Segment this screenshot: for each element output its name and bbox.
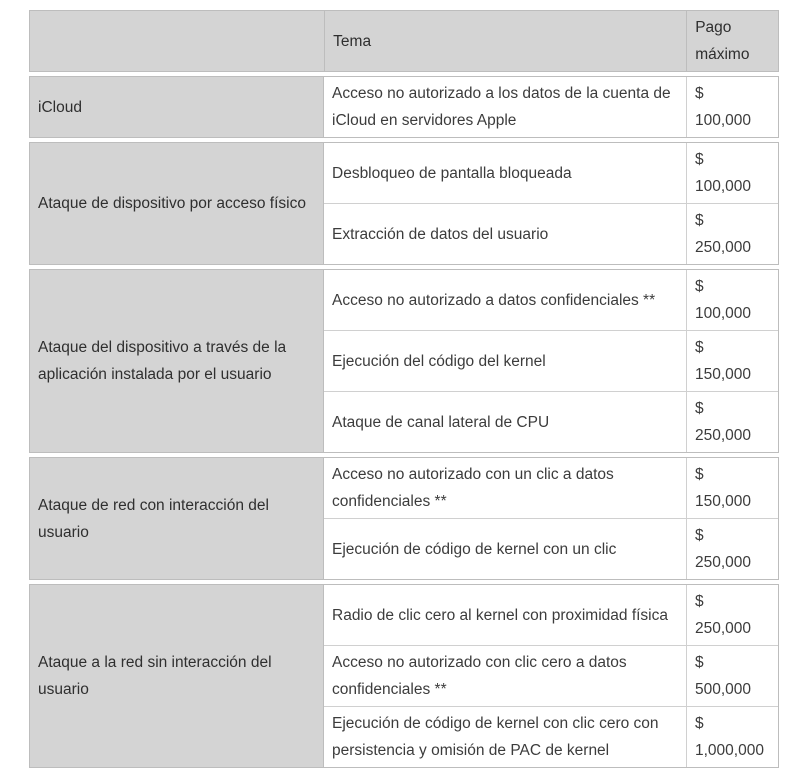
bounty-table (29, 10, 779, 768)
currency-symbol: $ (695, 527, 704, 544)
topic-text: Acceso no autorizado a los datos de la cuenta de iCloud en servidores Apple (332, 85, 671, 129)
payout-amount: 100,000 (695, 178, 752, 195)
category-cell: Ataque de dispositivo por acceso físico (30, 143, 324, 264)
topic-text: Ejecución de código de kernel con un clic (332, 540, 617, 558)
header-pay (687, 11, 778, 71)
topic-cell (324, 77, 687, 137)
currency-symbol: $ (695, 654, 704, 671)
payout-cell (687, 331, 778, 391)
topic-text: Desbloqueo de pantalla bloqueada (332, 164, 572, 182)
subrows (324, 77, 778, 137)
topic-text: Acceso no autorizado a datos confidenciales ** (332, 291, 656, 309)
payout-cell (687, 143, 778, 203)
topic-text: Ejecución de código de kernel con clic cero con persistencia y omisión de PAC de kernel (332, 715, 659, 759)
subrows (324, 585, 778, 767)
table-row (30, 270, 778, 452)
payout-cell (687, 77, 778, 137)
payout-amount: 250,000 (695, 427, 752, 444)
payout-amount: 100,000 (695, 305, 752, 322)
topic-cell (324, 458, 687, 518)
category-group-network-interaction (29, 457, 779, 580)
currency-symbol: $ (695, 151, 704, 168)
table-subrow (324, 646, 778, 707)
topic-text: Acceso no autorizado con clic cero a datos confidenciales ** (332, 654, 627, 698)
currency-symbol: $ (695, 593, 704, 610)
table-subrow (324, 519, 778, 579)
table-subrow (324, 458, 778, 519)
topic-text: Ejecución del código del kernel (332, 352, 546, 370)
table-subrow (324, 143, 778, 204)
topic-cell (324, 585, 687, 645)
payout-cell (687, 392, 778, 452)
payout-cell (687, 204, 778, 264)
currency-symbol: $ (695, 278, 704, 295)
payout-cell (687, 519, 778, 579)
currency-symbol: $ (695, 400, 704, 417)
header-row (30, 11, 778, 71)
table-row (30, 77, 778, 137)
payout-cell (687, 458, 778, 518)
table-subrow (324, 331, 778, 392)
table-header (29, 10, 779, 72)
topic-cell (324, 204, 687, 264)
topic-cell (324, 143, 687, 203)
topic-cell (324, 270, 687, 330)
subrows (324, 458, 778, 579)
currency-symbol: $ (695, 715, 704, 732)
currency-symbol: $ (695, 85, 704, 102)
currency-symbol: $ (695, 466, 704, 483)
topic-text: Acceso no autorizado con un clic a datos confidenciales ** (332, 466, 614, 510)
payout-amount: 150,000 (695, 366, 752, 383)
topic-cell (324, 646, 687, 706)
topic-text: Extracción de datos del usuario (332, 225, 549, 243)
table-subrow (324, 204, 778, 264)
topic-text: Ataque de canal lateral de CPU (332, 413, 550, 431)
payout-cell (687, 707, 778, 767)
header-pay-line2: máximo (695, 46, 750, 63)
header-category-cell (30, 11, 325, 71)
table-subrow (324, 707, 778, 767)
table-row (30, 585, 778, 767)
payout-amount: 150,000 (695, 493, 752, 510)
topic-cell (324, 707, 687, 767)
payout-cell (687, 646, 778, 706)
category-group-physical-access (29, 142, 779, 265)
payout-amount: 250,000 (695, 554, 752, 571)
table-subrow (324, 270, 778, 331)
category-cell: Ataque a la red sin interacción del usuario (30, 585, 324, 767)
subrows (324, 270, 778, 452)
currency-symbol: $ (695, 212, 704, 229)
payout-cell (687, 270, 778, 330)
topic-cell (324, 519, 687, 579)
header-topic: Tema (325, 11, 687, 71)
payout-cell (687, 585, 778, 645)
category-cell: iCloud (30, 77, 324, 137)
table-subrow (324, 585, 778, 646)
table-row (30, 458, 778, 579)
table-subrow (324, 392, 778, 452)
topic-cell (324, 331, 687, 391)
payout-amount: 1,000,000 (695, 742, 764, 759)
table-row (30, 143, 778, 264)
category-cell: Ataque del dispositivo a través de la aplicación instalada por el usuario (30, 270, 324, 452)
category-group-zero-click (29, 584, 779, 768)
payout-amount: 250,000 (695, 239, 752, 256)
category-cell: Ataque de red con interacción del usuario (30, 458, 324, 579)
table-subrow (324, 77, 778, 137)
subrows (324, 143, 778, 264)
topic-text: Radio de clic cero al kernel con proximidad física (332, 606, 668, 624)
category-group-icloud (29, 76, 779, 138)
category-group-installed-app (29, 269, 779, 453)
topic-cell (324, 392, 687, 452)
currency-symbol: $ (695, 339, 704, 356)
payout-amount: 100,000 (695, 112, 752, 129)
payout-amount: 250,000 (695, 620, 752, 637)
header-pay-line1: Pago (695, 19, 732, 36)
payout-amount: 500,000 (695, 681, 752, 698)
